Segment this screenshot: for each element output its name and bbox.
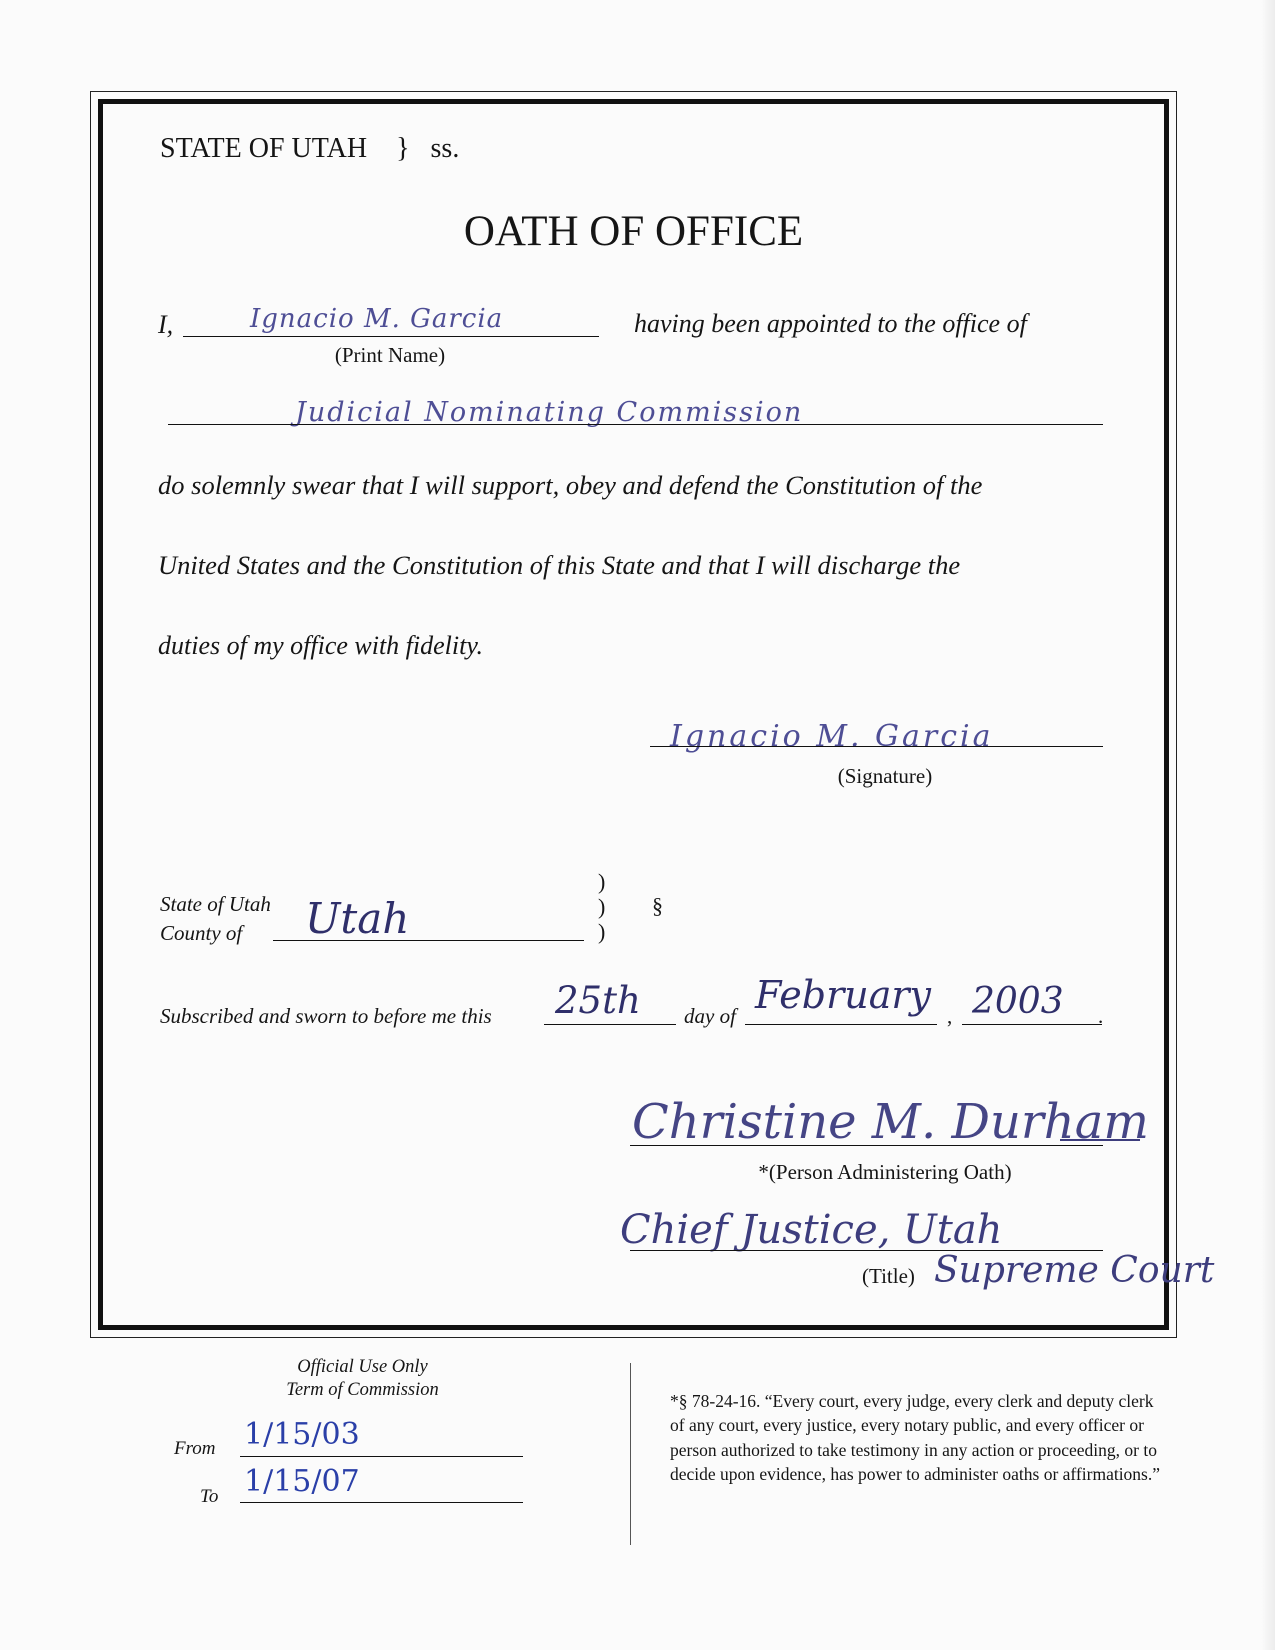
- jurat-comma: ,: [947, 1004, 953, 1028]
- appointee-signature: Ignacio M. Garcia: [670, 719, 994, 754]
- office-handwritten: Judicial Nominating Commission: [295, 397, 804, 428]
- year-line: [962, 1024, 1102, 1025]
- day-line: [544, 1024, 676, 1025]
- print-name-caption: (Print Name): [334, 343, 446, 367]
- to-value: 1/15/07: [244, 1464, 360, 1499]
- ss-abbrev: ss.: [430, 133, 460, 164]
- administrator-caption: *(Person Administering Oath): [758, 1160, 1012, 1184]
- oath-line-1: do solemnly swear that I will support, obey and defend the Constitution of the: [158, 470, 983, 500]
- oath-line-2: United States and the Constitution of this State and that I will discharge the: [158, 550, 961, 580]
- year-handwritten: 2003: [972, 981, 1064, 1022]
- pronoun-i: I,: [158, 310, 174, 339]
- from-value: 1/15/03: [244, 1417, 360, 1452]
- page-title: OATH OF OFFICE: [463, 208, 804, 255]
- title-handwritten-line1: Chief Justice, Utah: [620, 1207, 1003, 1253]
- official-use-heading: Official Use Only: [297, 1357, 428, 1377]
- appointed-text: having been appointed to the office of: [634, 309, 1027, 338]
- oath-line-3: duties of my office with fidelity.: [158, 631, 483, 660]
- administrator-line: [630, 1145, 1103, 1146]
- signature-line: [650, 746, 1103, 747]
- to-label: To: [200, 1486, 219, 1507]
- county-handwritten: Utah: [305, 894, 410, 943]
- title-handwritten-line2: Supreme Court: [934, 1250, 1215, 1291]
- appointee-name-handwritten: Ignacio M. Garcia: [250, 304, 504, 334]
- venue-county-label: County of: [160, 921, 243, 945]
- paren-2: ): [598, 894, 606, 919]
- month-line: [745, 1024, 937, 1025]
- paren-3: ): [598, 919, 606, 944]
- from-line: [240, 1456, 523, 1457]
- day-handwritten: 25th: [555, 979, 641, 1022]
- scan-edge-shadow: [1261, 0, 1275, 1650]
- jurat-period: .: [1098, 1004, 1104, 1028]
- signature-caption: (Signature): [837, 764, 933, 788]
- jurat-day-of: day of: [684, 1004, 736, 1028]
- title-caption: (Title): [862, 1264, 915, 1288]
- office-line: [168, 424, 1103, 425]
- state-line: STATE OF UTAH: [160, 133, 368, 164]
- venue-state-label: State of Utah: [160, 892, 271, 916]
- month-handwritten: February: [755, 973, 932, 1017]
- state-header: [160, 133, 459, 165]
- to-line: [240, 1502, 523, 1503]
- print-name-line: [183, 336, 599, 337]
- from-label: From: [174, 1438, 216, 1459]
- section-symbol: §: [652, 893, 663, 918]
- administrator-signature: Christine M. Durham: [632, 1094, 1149, 1150]
- footer-divider: [630, 1363, 631, 1545]
- jurat-prefix: Subscribed and sworn to before me this: [160, 1004, 492, 1028]
- paren-1: ): [598, 869, 606, 894]
- brace: }: [396, 133, 410, 164]
- term-heading: Term of Commission: [286, 1380, 439, 1400]
- venue-parens: [598, 869, 605, 944]
- statute-footnote: *§ 78-24-16. “Every court, every judge, every clerk and deputy clerk of any court, every justice, every notary public, and every officer or person authorized to take testimony in any action or proceeding, or to decide upon evidence, has power to administer oaths or affirmations.”: [670, 1391, 1161, 1484]
- signature-tail-stroke: [1060, 1139, 1140, 1141]
